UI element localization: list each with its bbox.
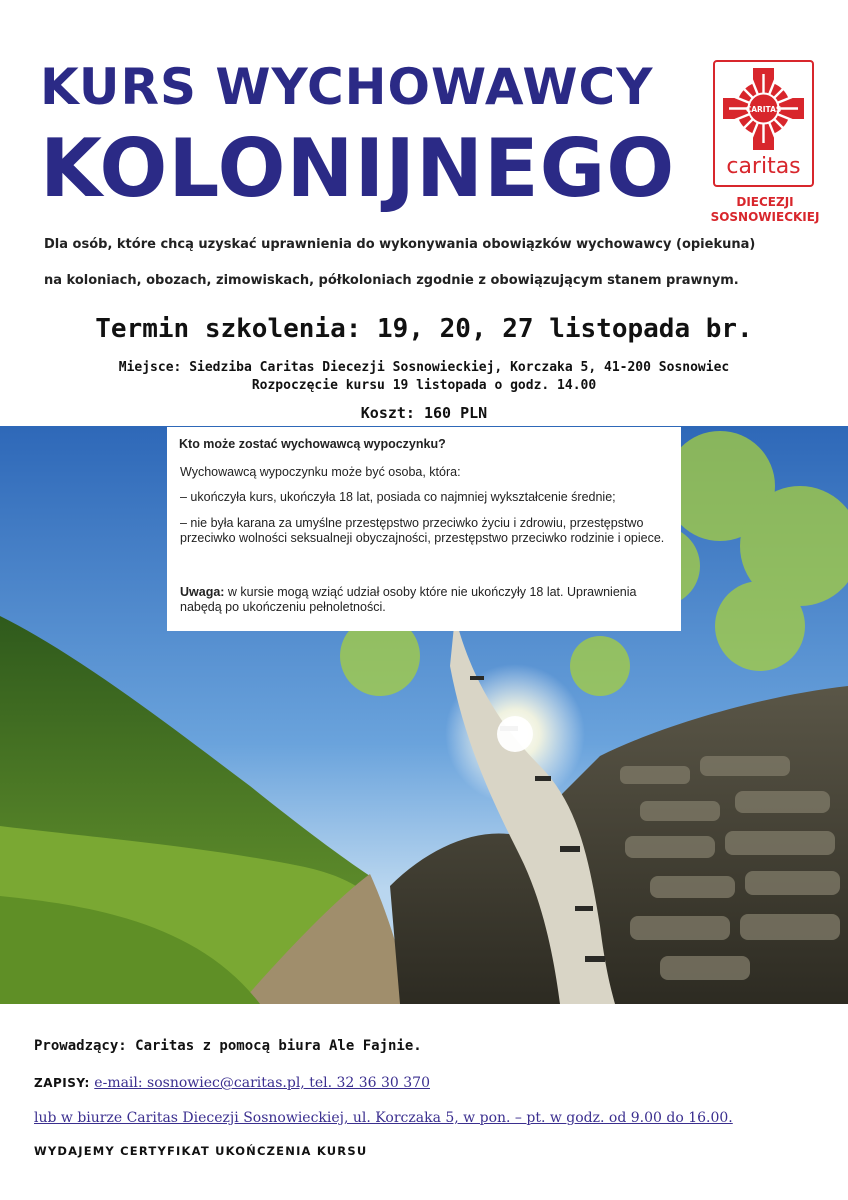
info-box-item: – nie była karana za umyślne przestępstwo przeciwko życiu i zdrowiu, przestępstwo przeciwko wolności seksualneji obyczajności, przestępstwo przeciwko rodzinie i opiece. bbox=[180, 516, 665, 545]
course-cost: Koszt: 160 PLN bbox=[360, 404, 488, 422]
organizer-line: Prowadzący: Caritas z pomocą biura Ale Fajnie. bbox=[34, 1038, 422, 1054]
intro-line-2: na koloniach, obozach, zimowiskach, półkoloniach zgodnie z obowiązującym stanem prawnym. bbox=[44, 273, 739, 288]
info-box-heading: Kto może zostać wychowawcą wypoczynku? bbox=[179, 437, 446, 451]
note-text: w kursie mogą wziąć udział osoby które nie ukończyły 18 lat. Uprawnienia nabędą po ukończeniu pełnoletności. bbox=[180, 585, 637, 614]
signup-label: ZAPISY: bbox=[34, 1076, 90, 1090]
course-start: Rozpoczęcie kursu 19 listopada o godz. 14.00 bbox=[251, 378, 597, 393]
logo-word: caritas bbox=[726, 154, 801, 179]
title-line-2: KOLONIJNEGO bbox=[40, 122, 676, 215]
intro-line-1: Dla osób, które chcą uzyskać uprawnienia do wykonywania obowiązków wychowawcy (opiekuna) bbox=[44, 237, 756, 252]
info-box-item: – ukończyła kurs, ukończyła 18 lat, posiada co najmniej wykształcenie średnie; bbox=[180, 490, 616, 504]
note-label: Uwaga: bbox=[180, 585, 225, 599]
logo-cross-text: CARITAS bbox=[745, 105, 782, 114]
info-box bbox=[167, 427, 681, 631]
diocese-line-1: DIECEZJI bbox=[736, 195, 794, 209]
signup-contact-link[interactable]: e-mail: sosnowiec@caritas.pl, tel. 32 36 30 370 bbox=[94, 1075, 430, 1091]
training-place: Miejsce: Siedziba Caritas Diecezji Sosnowieckiej, Korczaka 5, 41-200 Sosnowiec bbox=[118, 360, 730, 375]
training-dates: Termin szkolenia: 19, 20, 27 listopada br. bbox=[95, 314, 753, 344]
info-box-intro: Wychowawcą wypoczynku może być osoba, która: bbox=[180, 465, 461, 479]
diocese-line-2: SOSNOWIECKIEJ bbox=[710, 210, 820, 224]
info-box-note bbox=[180, 585, 675, 614]
office-hours-link[interactable]: lub w biurze Caritas Diecezji Sosnowieckiej, ul. Korczaka 5, w pon. – pt. w godz. od 9.00 do 16.00. bbox=[34, 1110, 733, 1126]
caritas-logo bbox=[713, 60, 814, 187]
caritas-cross-icon bbox=[721, 66, 806, 152]
signup-line bbox=[34, 1075, 430, 1091]
certificate-note: WYDAJEMY CERTYFIKAT UKOŃCZENIA KURSU bbox=[34, 1144, 368, 1158]
title-line-1: KURS WYCHOWAWCY bbox=[40, 58, 654, 116]
